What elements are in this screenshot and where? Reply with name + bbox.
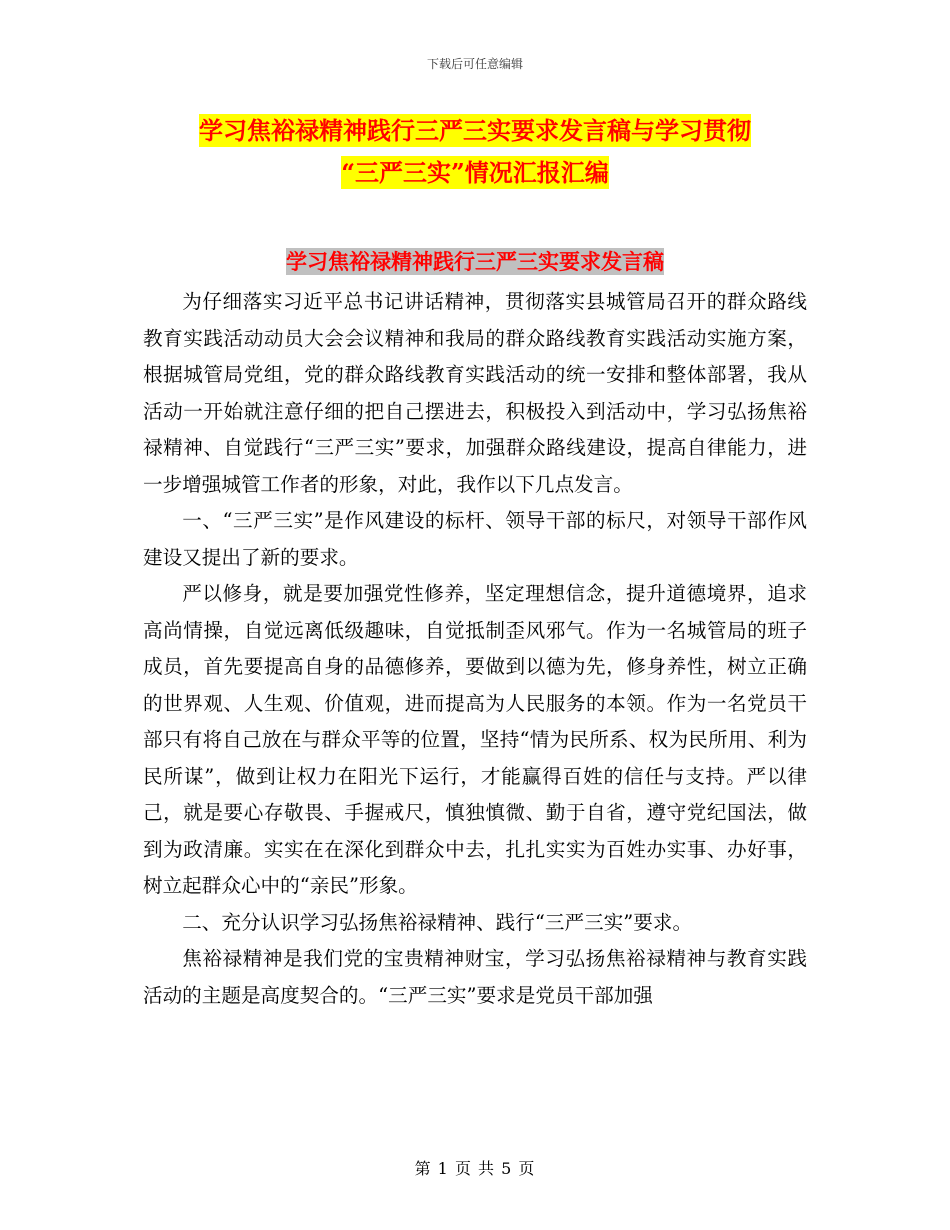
document-title-line-2	[0, 157, 950, 189]
section-title	[0, 247, 950, 277]
document-title-line-2-text: “三严三实”情况汇报汇编	[341, 158, 609, 187]
paragraph: 一、“三严三实”是作风建设的标杆、领导干部的标尺，对领导干部作风建设又提出了新的要求。	[143, 509, 807, 569]
document-title-line-1-text: 学习焦裕禄精神践行三严三实要求发言稿与学习贯彻	[199, 116, 751, 145]
body-text	[143, 284, 807, 1014]
paragraph: 严以修身，就是要加强党性修养，坚定理想信念，提升道德境界，追求高尚情操，自觉远离低级趣味，自觉抵制歪风邪气。作为一名城管局的班子成员，首先要提高自身的品德修养，要做到以德为先，修身养性，树立正确的世界观、人生观、价值观，进而提高为人民服务的本领。作为一名党员干部只有将自己放在与群众平等的位置，坚持“情为民所系、权为民所用、利为民所谋”，做到让权力在阳光下运行，才能赢得百姓的信任与支持。严以律己，就是要心存敬畏、手握戒尺，慎独慎微、勤于自省，遵守党纪国法，做到为政清廉。实实在在深化到群众中去，扎扎实实为百姓办实事、办好事，树立起群众心中的“亲民”形象。	[143, 582, 807, 897]
page-footer: 第 1 页 共 5 页	[414, 1159, 536, 1178]
section-title-text: 学习焦裕禄精神践行三严三实要求发言稿	[286, 249, 664, 274]
paragraph: 为仔细落实习近平总书记讲话精神，贯彻落实县城管局召开的群众路线教育实践活动动员大会会议精神和我局的群众路线教育实践活动实施方案，根据城管局党组，党的群众路线教育实践活动的统一安排和整体部署，我从活动一开始就注意仔细的把自己摆进去，积极投入到活动中，学习弘扬焦裕禄精神、自觉践行“三严三实”要求，加强群众路线建设，提高自律能力，进一步增强城管工作者的形象，对此，我作以下几点发言。	[143, 290, 807, 496]
header-note: 下载后可任意编辑	[426, 57, 523, 71]
paragraph: 焦裕禄精神是我们党的宝贵精神财宝，学习弘扬焦裕禄精神与教育实践活动的主题是高度契合的。“三严三实”要求是党员干部加强	[143, 947, 807, 1007]
document-title-line-1	[0, 115, 950, 147]
paragraph: 二、充分认识学习弘扬焦裕禄精神、践行“三严三实”要求。	[182, 910, 693, 934]
